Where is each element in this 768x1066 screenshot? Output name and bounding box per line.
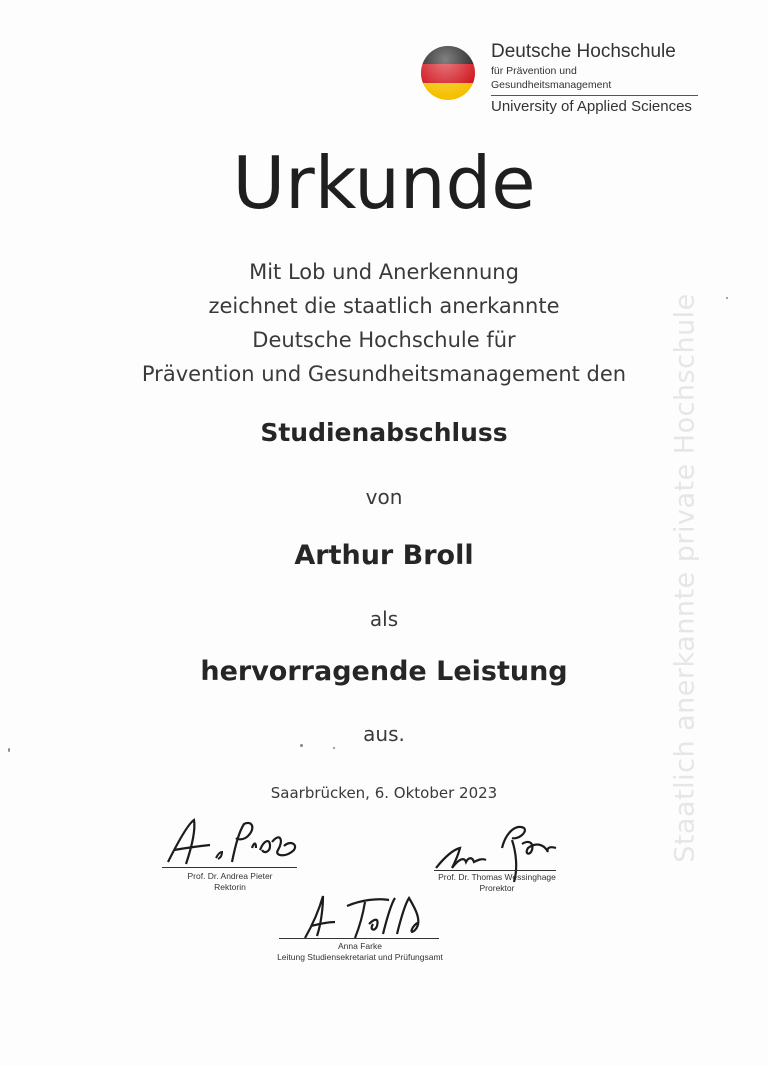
- degree-title: Studienabschluss: [260, 418, 508, 447]
- signer-name: Prof. Dr. Thomas Wessinghage: [438, 872, 556, 882]
- signer-role: Leitung Studiensekretariat und Prüfungsamt: [277, 952, 443, 962]
- institution-name: Deutsche Hochschule: [491, 41, 676, 62]
- als-text: als: [369, 607, 399, 631]
- signature-prorektor: [432, 818, 572, 898]
- von-text: von: [365, 485, 403, 509]
- intro-line: zeichnet die staatlich anerkannte: [208, 294, 560, 318]
- signer-name: Prof. Dr. Andrea Pieter: [187, 871, 273, 881]
- scan-speck: [333, 747, 335, 749]
- logo-icon: [418, 44, 478, 102]
- scan-speck: [8, 748, 10, 752]
- signer-role: Prorektor: [479, 883, 515, 893]
- watermark-text: Staatlich anerkannte private Hochschule: [669, 293, 701, 863]
- signature-rektorin: [160, 812, 305, 897]
- signature-studiensekretariat: [265, 888, 455, 968]
- intro-line: Mit Lob und Anerkennung: [249, 260, 519, 284]
- aus-text: aus.: [363, 722, 405, 746]
- signer-role: Rektorin: [214, 882, 246, 892]
- institution-english-name: University of Applied Sciences: [491, 98, 692, 115]
- intro-line: Prävention und Gesundheitsmanagement den: [141, 362, 627, 386]
- grade-text: hervorragende Leistung: [200, 656, 568, 687]
- intro-line: Deutsche Hochschule für: [252, 328, 516, 352]
- signature-caption: [265, 941, 455, 963]
- intro-text: [60, 255, 708, 391]
- recipient-name: Arthur Broll: [294, 540, 474, 571]
- institution-subtitle: für Prävention und Gesundheitsmanagement: [491, 64, 698, 96]
- institution-header: [491, 40, 721, 118]
- place-date: Saarbrücken, 6. Oktober 2023: [270, 784, 498, 802]
- signature-line: [434, 870, 556, 871]
- document-title: Urkunde: [232, 141, 536, 225]
- signature-line: [162, 867, 297, 868]
- handwritten-signature-icon: [160, 812, 305, 870]
- signature-line: [279, 938, 439, 939]
- scan-speck: [300, 744, 303, 747]
- signer-name: Anna Farke: [338, 941, 382, 951]
- scan-speck: [726, 297, 728, 299]
- handwritten-signature-icon: [265, 888, 455, 944]
